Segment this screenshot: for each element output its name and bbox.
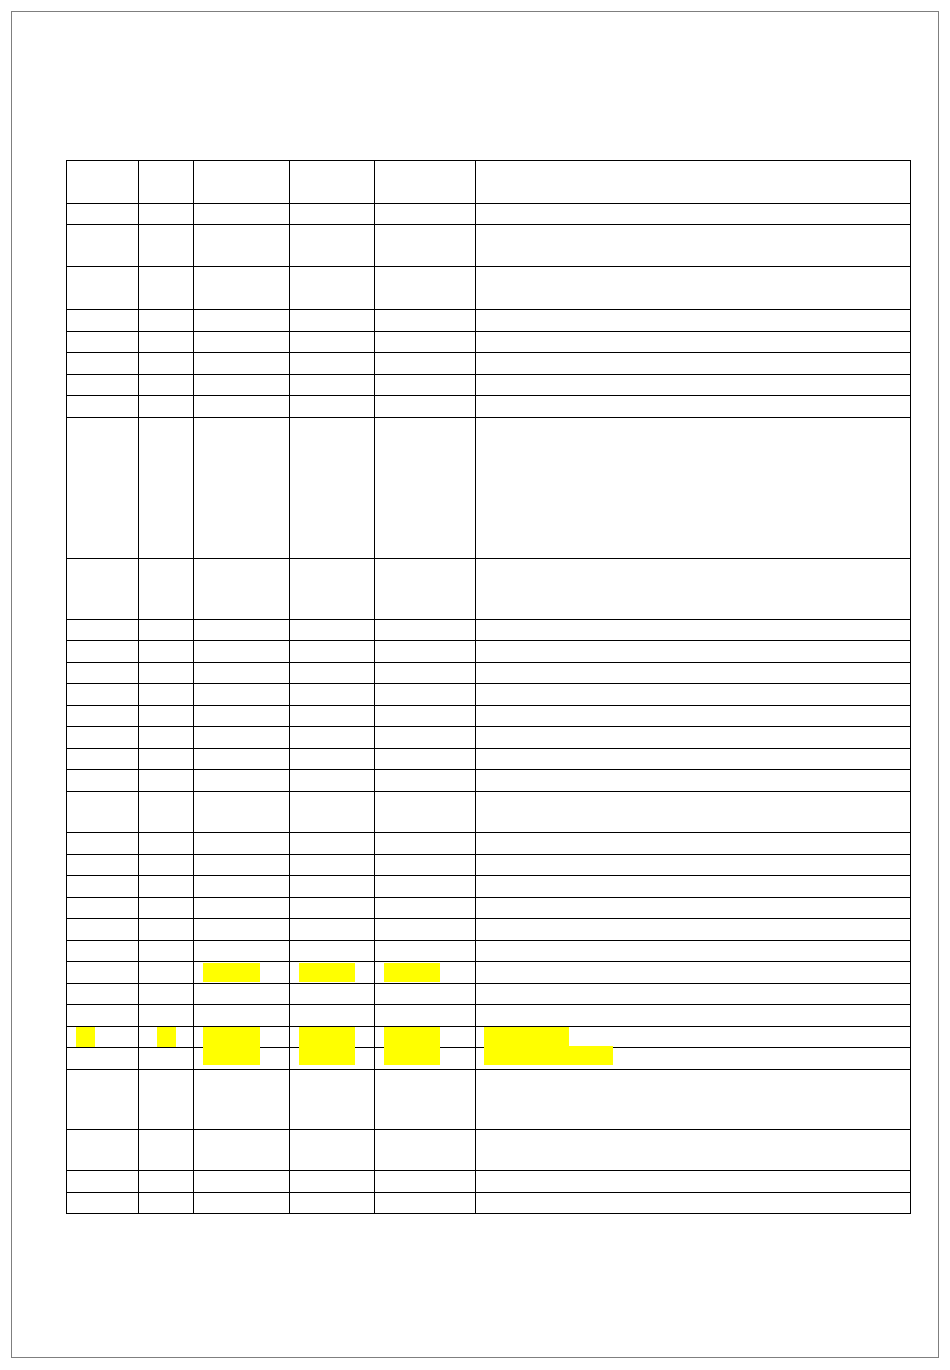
table-cell xyxy=(476,984,911,1005)
table-cell xyxy=(194,1005,290,1027)
table-cell xyxy=(476,332,911,353)
table-cell xyxy=(67,396,139,418)
table-row xyxy=(67,1027,911,1048)
table-row xyxy=(67,749,911,770)
table-cell xyxy=(290,375,375,396)
table-cell xyxy=(194,749,290,770)
table-cell xyxy=(290,332,375,353)
table-row xyxy=(67,898,911,919)
table-cell xyxy=(67,1130,139,1171)
table-cell xyxy=(139,310,194,332)
table-cell xyxy=(194,1048,290,1070)
table-cell xyxy=(375,353,476,375)
table-cell xyxy=(476,225,911,267)
table-cell xyxy=(67,898,139,919)
table-cell xyxy=(375,267,476,310)
table-cell xyxy=(476,1027,911,1048)
table-row xyxy=(67,919,911,941)
table-cell xyxy=(290,225,375,267)
table-cell xyxy=(476,1171,911,1193)
table-cell xyxy=(194,332,290,353)
table-cell xyxy=(139,332,194,353)
table-cell xyxy=(290,898,375,919)
table-cell xyxy=(476,941,911,962)
highlight-mark xyxy=(76,1027,95,1047)
table-cell xyxy=(476,1193,911,1214)
table-cell xyxy=(139,749,194,770)
table-cell xyxy=(194,898,290,919)
table-row xyxy=(67,684,911,706)
highlight-mark xyxy=(384,963,440,982)
table-cell xyxy=(67,855,139,876)
table-cell xyxy=(290,1070,375,1130)
table-cell xyxy=(194,876,290,898)
table-row xyxy=(67,267,911,310)
table-cell xyxy=(476,727,911,749)
table-cell xyxy=(194,663,290,684)
table-row xyxy=(67,396,911,418)
table-cell xyxy=(476,1005,911,1027)
table-cell xyxy=(139,727,194,749)
table-cell xyxy=(476,161,911,204)
table-cell xyxy=(375,876,476,898)
table-cell xyxy=(67,727,139,749)
table-cell xyxy=(375,898,476,919)
table-cell xyxy=(375,749,476,770)
table-cell xyxy=(375,641,476,663)
table-cell xyxy=(67,706,139,727)
table-cell xyxy=(375,1005,476,1027)
table-cell xyxy=(194,727,290,749)
table-cell xyxy=(139,1048,194,1070)
table-cell xyxy=(67,919,139,941)
table-cell xyxy=(67,1005,139,1027)
table-cell xyxy=(476,876,911,898)
table-cell xyxy=(67,559,139,620)
highlight-mark xyxy=(157,1027,176,1047)
table-cell xyxy=(194,962,290,984)
table-cell xyxy=(139,962,194,984)
table-row xyxy=(67,310,911,332)
table-cell xyxy=(67,770,139,792)
table-cell xyxy=(139,225,194,267)
table-row xyxy=(67,418,911,559)
table-cell xyxy=(290,792,375,833)
table-cell xyxy=(67,984,139,1005)
table-cell xyxy=(290,962,375,984)
table-row xyxy=(67,876,911,898)
table-cell xyxy=(67,876,139,898)
table-cell xyxy=(194,919,290,941)
table-cell xyxy=(375,1048,476,1070)
table-cell xyxy=(139,559,194,620)
table-cell xyxy=(290,684,375,706)
table-cell xyxy=(375,1130,476,1171)
table-cell xyxy=(139,984,194,1005)
table-cell xyxy=(290,620,375,641)
table-cell xyxy=(139,833,194,855)
table-cell xyxy=(476,898,911,919)
table-cell xyxy=(290,641,375,663)
table-row xyxy=(67,353,911,375)
highlight-mark xyxy=(484,1027,569,1047)
table-cell xyxy=(194,353,290,375)
table-cell xyxy=(194,161,290,204)
table-cell xyxy=(476,204,911,225)
table-cell xyxy=(67,418,139,559)
table-cell xyxy=(375,727,476,749)
table-cell xyxy=(194,225,290,267)
table-cell xyxy=(290,204,375,225)
table-row xyxy=(67,792,911,833)
table-row xyxy=(67,855,911,876)
table-row xyxy=(67,161,911,204)
table-row xyxy=(67,641,911,663)
table-cell xyxy=(194,792,290,833)
table-row xyxy=(67,962,911,984)
table-cell xyxy=(139,1070,194,1130)
table-cell xyxy=(476,1070,911,1130)
table-cell xyxy=(290,1130,375,1171)
table-cell xyxy=(139,1005,194,1027)
table-cell xyxy=(375,204,476,225)
table-cell xyxy=(290,1005,375,1027)
table-cell xyxy=(139,161,194,204)
table-cell xyxy=(290,941,375,962)
table-cell xyxy=(290,749,375,770)
table-cell xyxy=(67,1193,139,1214)
table-cell xyxy=(139,641,194,663)
table-row xyxy=(67,1171,911,1193)
table-cell xyxy=(476,749,911,770)
table-cell xyxy=(139,267,194,310)
table-cell xyxy=(67,1048,139,1070)
table-cell xyxy=(375,620,476,641)
table-cell xyxy=(139,375,194,396)
table-row xyxy=(67,1048,911,1070)
data-table xyxy=(66,160,910,1221)
table-row xyxy=(67,332,911,353)
table-cell xyxy=(375,1193,476,1214)
table-cell xyxy=(476,770,911,792)
table-cell xyxy=(194,1193,290,1214)
table-cell xyxy=(375,396,476,418)
highlight-mark xyxy=(203,963,260,982)
table-cell xyxy=(139,1130,194,1171)
table-cell xyxy=(139,919,194,941)
table-cell xyxy=(139,663,194,684)
table-cell xyxy=(476,310,911,332)
table-cell xyxy=(67,310,139,332)
table-cell xyxy=(290,706,375,727)
table-cell xyxy=(375,663,476,684)
table-row xyxy=(67,1130,911,1171)
table-cell xyxy=(290,161,375,204)
table-cell xyxy=(194,1070,290,1130)
table-cell xyxy=(375,332,476,353)
table-cell xyxy=(194,204,290,225)
table-cell xyxy=(375,418,476,559)
table-cell xyxy=(194,941,290,962)
table-cell xyxy=(290,353,375,375)
table-cell xyxy=(67,1171,139,1193)
table-cell xyxy=(375,310,476,332)
table-cell xyxy=(476,962,911,984)
table-cell xyxy=(375,706,476,727)
table-cell xyxy=(67,225,139,267)
table-cell xyxy=(375,1070,476,1130)
table-cell xyxy=(476,353,911,375)
table-cell xyxy=(476,375,911,396)
table-cell xyxy=(476,855,911,876)
table-cell xyxy=(194,984,290,1005)
table-cell xyxy=(194,418,290,559)
table-row xyxy=(67,375,911,396)
table-cell xyxy=(67,1070,139,1130)
table-row xyxy=(67,1193,911,1214)
table-cell xyxy=(139,706,194,727)
table-cell xyxy=(67,684,139,706)
table-cell xyxy=(375,919,476,941)
table-row xyxy=(67,663,911,684)
table-cell xyxy=(375,1027,476,1048)
table-cell xyxy=(290,418,375,559)
table-cell xyxy=(139,1193,194,1214)
table-cell xyxy=(67,749,139,770)
table-cell xyxy=(194,559,290,620)
table-cell xyxy=(290,559,375,620)
table-cell xyxy=(139,1027,194,1048)
table-cell xyxy=(139,1171,194,1193)
table-cell xyxy=(67,792,139,833)
table-cell xyxy=(67,353,139,375)
table-row xyxy=(67,727,911,749)
table-cell xyxy=(375,984,476,1005)
table-cell xyxy=(67,620,139,641)
table-cell xyxy=(290,1048,375,1070)
table-cell xyxy=(194,267,290,310)
table-cell xyxy=(67,641,139,663)
table-cell xyxy=(375,161,476,204)
table-cell xyxy=(194,684,290,706)
table-cell xyxy=(194,833,290,855)
table-cell xyxy=(290,1171,375,1193)
table-cell xyxy=(290,267,375,310)
table-cell xyxy=(290,310,375,332)
table-cell xyxy=(476,1048,911,1070)
table-cell xyxy=(476,663,911,684)
table-row xyxy=(67,620,911,641)
table-cell xyxy=(476,792,911,833)
table-cell xyxy=(194,770,290,792)
table-cell xyxy=(67,332,139,353)
table-cell xyxy=(375,833,476,855)
table-cell xyxy=(290,396,375,418)
table-cell xyxy=(194,375,290,396)
table-cell xyxy=(290,1193,375,1214)
table-cell xyxy=(139,941,194,962)
table-cell xyxy=(375,941,476,962)
table-cell xyxy=(476,559,911,620)
table-cell xyxy=(476,641,911,663)
table-cell xyxy=(139,684,194,706)
table-row xyxy=(67,770,911,792)
table-row xyxy=(67,941,911,962)
table-cell xyxy=(290,984,375,1005)
table-cell xyxy=(139,620,194,641)
table-cell xyxy=(375,225,476,267)
table-cell xyxy=(290,833,375,855)
highlight-mark xyxy=(299,963,355,982)
table-row xyxy=(67,559,911,620)
table-cell xyxy=(476,267,911,310)
table-cell xyxy=(139,418,194,559)
table-cell xyxy=(476,919,911,941)
table-cell xyxy=(290,770,375,792)
table-cell xyxy=(476,706,911,727)
table-cell xyxy=(290,855,375,876)
table-cell xyxy=(194,620,290,641)
table-cell xyxy=(139,898,194,919)
table-cell xyxy=(139,353,194,375)
table-row xyxy=(67,984,911,1005)
table-cell xyxy=(476,620,911,641)
table-row xyxy=(67,1070,911,1130)
table-row xyxy=(67,204,911,225)
table-cell xyxy=(290,876,375,898)
table-cell xyxy=(139,792,194,833)
table-cell xyxy=(476,684,911,706)
table-row xyxy=(67,225,911,267)
table-cell xyxy=(139,876,194,898)
table-row xyxy=(67,1005,911,1027)
table-row xyxy=(67,833,911,855)
table-cell xyxy=(194,1171,290,1193)
table-cell xyxy=(375,375,476,396)
table-cell xyxy=(476,418,911,559)
table-cell xyxy=(290,727,375,749)
table-cell xyxy=(67,962,139,984)
table-cell xyxy=(290,1027,375,1048)
table-cell xyxy=(375,770,476,792)
table-cell xyxy=(67,833,139,855)
table-cell xyxy=(139,855,194,876)
table-cell xyxy=(476,833,911,855)
table-row xyxy=(67,706,911,727)
table-cell xyxy=(194,1027,290,1048)
table-cell xyxy=(375,1171,476,1193)
table-cell xyxy=(194,855,290,876)
table-cell xyxy=(375,684,476,706)
table-cell xyxy=(290,663,375,684)
table-cell xyxy=(375,855,476,876)
table-cell xyxy=(67,941,139,962)
table-cell xyxy=(290,919,375,941)
table-cell xyxy=(194,396,290,418)
table-cell xyxy=(194,310,290,332)
table-cell xyxy=(375,559,476,620)
table-cell xyxy=(194,706,290,727)
table-cell xyxy=(139,396,194,418)
table-cell xyxy=(375,792,476,833)
table-cell xyxy=(67,663,139,684)
table-cell xyxy=(67,375,139,396)
table-cell xyxy=(476,396,911,418)
table-cell xyxy=(375,962,476,984)
table-cell xyxy=(67,204,139,225)
table-cell xyxy=(67,1027,139,1048)
table-cell xyxy=(67,161,139,204)
table-cell xyxy=(476,1130,911,1171)
table-cell xyxy=(139,770,194,792)
table-cell xyxy=(67,267,139,310)
table-cell xyxy=(139,204,194,225)
table-cell xyxy=(194,641,290,663)
table-cell xyxy=(194,1130,290,1171)
